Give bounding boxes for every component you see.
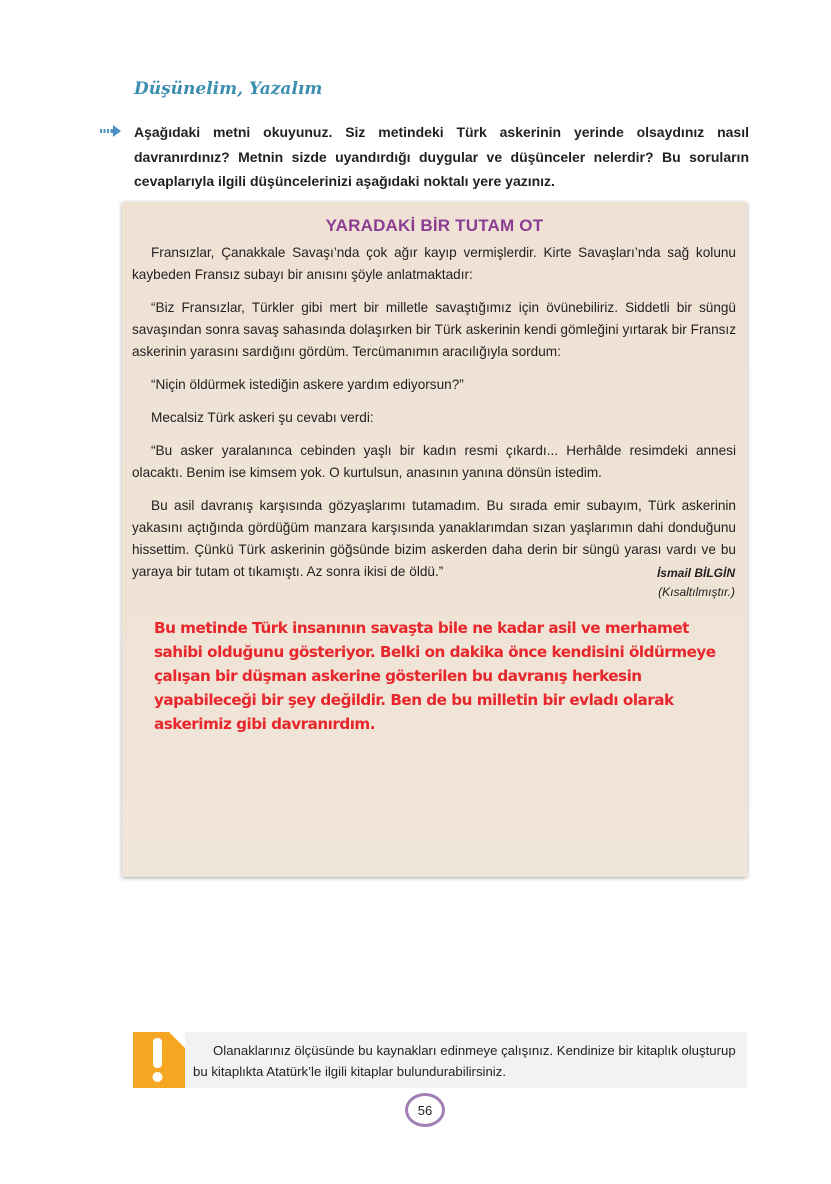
author-name: İsmail BİLGİN xyxy=(656,566,735,580)
page-number: 56 xyxy=(405,1093,445,1127)
story-paragraph: “Bu asker yaralanınca cebinden yaşlı bir kadın resmi çıkardı... Herhâlde resimdeki annesi olacaktı. Benim ise kimsem yok. O kurtulsun, anasının yanına dönsün istedim. xyxy=(132,443,736,480)
story-paragraph: “Niçin öldürmek istediğin askere yardım ediyorsun?” xyxy=(151,377,464,392)
story-panel xyxy=(122,202,747,877)
author-note: (Kısaltılmıştır.) xyxy=(658,585,735,599)
story-paragraph: Fransızlar, Çanakkale Savaşı’nda çok ağır kayıp vermişlerdir. Kirte Savaşları’nda sağ kolunu kaybeden Fransız subayı bir anısını şöyle anlatmaktadır: xyxy=(132,245,736,282)
author-credit xyxy=(657,564,735,602)
arrow-right-icon xyxy=(100,124,122,138)
exclamation-icon xyxy=(133,1032,185,1088)
story-paragraph: Mecalsiz Türk askeri şu cevabı verdi: xyxy=(151,410,374,425)
story-title: YARADAKİ BİR TUTAM OT xyxy=(325,216,544,235)
section-title: Düşünelim, Yazalım xyxy=(134,79,323,99)
story-body xyxy=(132,242,736,594)
story-paragraph: “Biz Fransızlar, Türkler gibi mert bir milletle savaştığımız için övünebiliriz. Siddetli bir süngü savaşından sonra savaş sahasında dolaşırken bir Türk askerinin kendi gömleğini yırtarak bir Fransız askerinin yarasını sardığını gördüm. Tercümanımın aracılığıyla sordum: xyxy=(132,300,736,359)
note-text: Olanaklarınız ölçüsünde bu kaynakları edinmeye çalışınız. Kendinize bir kitaplık oluşturup bu kitaplıkta Atatürk’le ilgili kitaplar bulundurabilirsiniz. xyxy=(193,1043,736,1079)
note-box xyxy=(133,1032,747,1088)
story-paragraph: Bu asil davranış karşısında gözyaşlarımı tutamadım. Bu sırada emir subayım, Türk askerinin yakasını açtığında gördüğüm manzara karşısında yanaklarımdan sızan yaşlarımın dahi donduğunu hissettim. Çünkü Türk askerinin göğsünde bizim askerden daha derin bir süngü yarası vardı ve bu yaraya bir tutam ot tıkamıştı. Az sonra ikisi de öldü.” xyxy=(132,498,736,579)
instruction-text: Aşağıdaki metni okuyunuz. Siz metindeki Türk askerinin yerinde olsaydınız nasıl davranırdınız? Metnin sizde uyandırdığı duygular ve düşünceler nelerdir? Bu soruların cevaplarıyla ilgili düşüncelerinizi aşağıdaki noktalı yere yazınız. xyxy=(134,124,749,189)
student-answer: Bu metinde Türk insanının savaşta bile ne kadar asil ve merhamet sahibi olduğunu gösteriyor. Belki on dakika önce kendisini öldürmeye çalışan bir düşman askerine gösterilen bu davranış herkesin yapabileceği bir şey değildir. Ben de bu milletin bir evladı olarak askerimiz gibi davranırdım. xyxy=(154,619,716,733)
